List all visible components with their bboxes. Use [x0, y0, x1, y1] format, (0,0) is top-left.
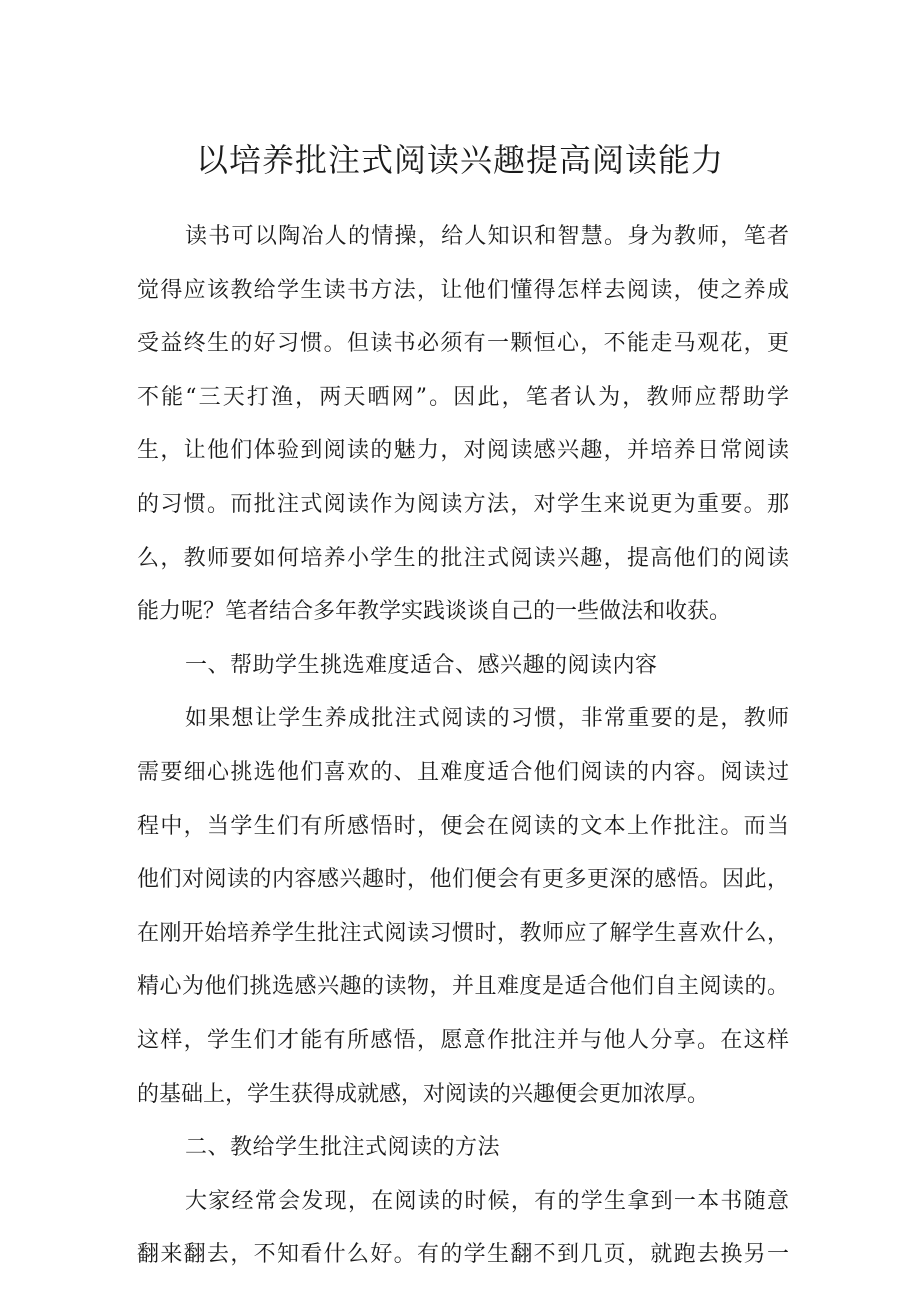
- text-line: 受益终生的好习惯。但读书必须有一颗恒心，不能走马观花，更: [137, 331, 789, 357]
- text-line: 程中，当学生们有所感悟时，便会在阅读的文本上作批注。而当: [137, 813, 789, 839]
- text-line: 翻来翻去，不知看什么好。有的学生翻不到几页，就跑去换另一: [137, 1242, 789, 1268]
- text-line: 觉得应该教给学生读书方法，让他们懂得怎样去阅读，使之养成: [137, 277, 789, 303]
- text-line: 如果想让学生养成批注式阅读的习惯，非常重要的是，教师: [185, 706, 789, 732]
- text-line: 么，教师要如何培养小学生的批注式阅读兴趣，提高他们的阅读: [137, 545, 789, 571]
- text-line: 生，让他们体验到阅读的魅力，对阅读感兴趣，并培养日常阅读: [137, 438, 789, 464]
- text-line: 读书可以陶冶人的情操，给人知识和智慧。身为教师，笔者: [185, 224, 789, 249]
- document-body: [137, 210, 789, 1282]
- text-line: 不能“三天打渔，两天晒网”。因此，笔者认为，教师应帮助学: [137, 384, 789, 410]
- text-line: 大家经常会发现，在阅读的时候，有的学生拿到一本书随意: [185, 1188, 789, 1214]
- section-heading: 一、帮助学生挑选难度适合、感兴趣的阅读内容: [185, 652, 658, 678]
- text-line: 他们对阅读的内容感兴趣时，他们便会有更多更深的感悟。因此，: [137, 867, 789, 893]
- text-line: 能力呢？笔者结合多年教学实践谈谈自己的一些做法和收获。: [137, 599, 732, 625]
- text-line: 需要细心挑选他们喜欢的、且难度适合他们阅读的内容。阅读过: [137, 759, 789, 785]
- text-line: 的习惯。而批注式阅读作为阅读方法，对学生来说更为重要。那: [137, 491, 789, 517]
- text-line: 这样，学生们才能有所感悟，愿意作批注并与他人分享。在这样: [137, 1027, 789, 1053]
- text-line: 的基础上，学生获得成就感，对阅读的兴趣便会更加浓厚。: [137, 1081, 710, 1107]
- document-title: 以培养批注式阅读兴趣提高阅读能力: [195, 141, 724, 179]
- text-line: 在刚开始培养学生批注式阅读习惯时，教师应了解学生喜欢什么，: [137, 920, 789, 946]
- text-line: 精心为他们挑选感兴趣的读物，并且难度是适合他们自主阅读的。: [137, 974, 789, 1000]
- section-heading: 二、教给学生批注式阅读的方法: [185, 1135, 501, 1161]
